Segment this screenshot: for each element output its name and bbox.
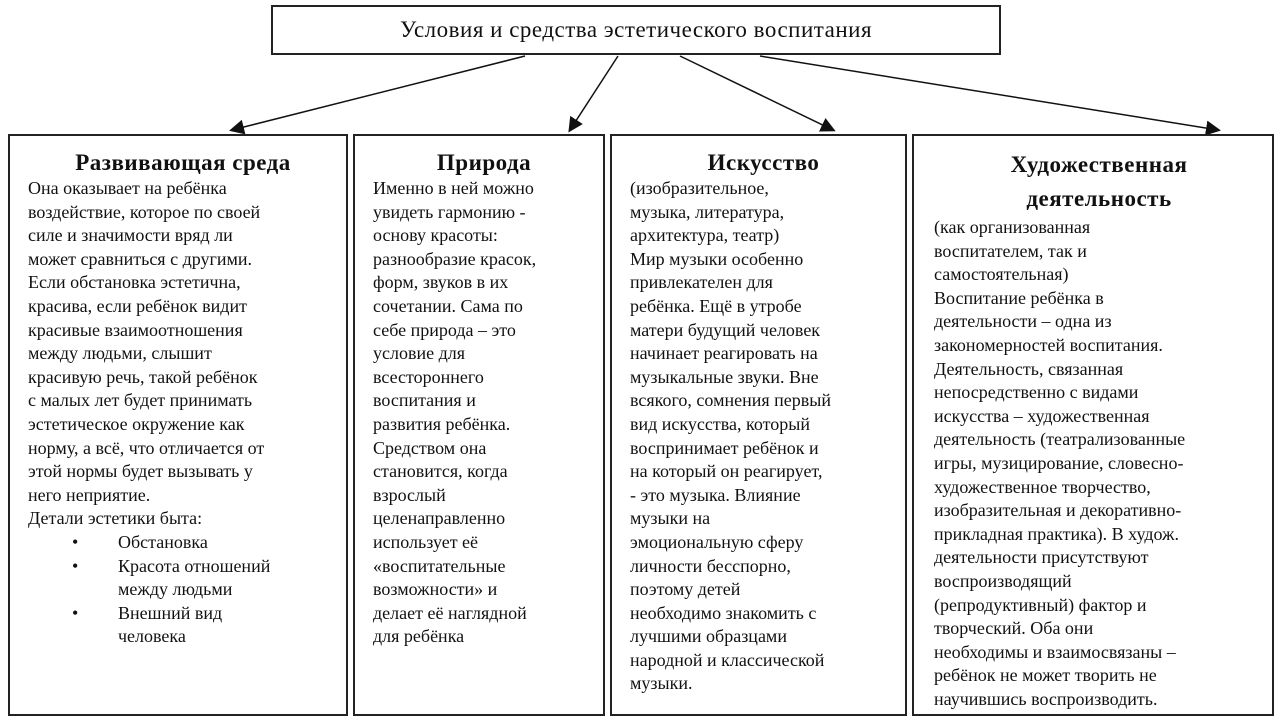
text-line: эмоциональную сферу [630, 531, 804, 552]
text-line: начинает реагировать на [630, 343, 818, 364]
arrow-to-art [680, 56, 833, 130]
text-line: Воспитание ребёнка в [934, 287, 1104, 308]
text-line: может сравниться с другими. [28, 248, 253, 269]
arrow-to-environment [232, 56, 525, 130]
text-line: Именно в ней можно [373, 178, 534, 198]
text-line: музыки. [630, 673, 693, 694]
text-line: сочетании. Сама по [373, 295, 523, 316]
bullet-text: • Внешний вид [118, 602, 223, 623]
text-line: воспринимает ребёнок и [630, 437, 819, 458]
text-line: воздействие, которое по своей [28, 201, 261, 222]
text-line: вид искусства, который [630, 413, 810, 434]
text-line: форм, звуков в их [373, 272, 509, 293]
text-line: между людьми, слышит [28, 343, 212, 364]
heading-line: Природа [436, 150, 532, 175]
text-line: непосредственно с видами [934, 382, 1139, 403]
text-line: творческий. Оба они [934, 618, 1094, 639]
text-line: этой нормы будет вызывать у [28, 461, 253, 482]
text-line: Если обстановка эстетична, [28, 272, 241, 293]
text-line: красивую речь, такой ребёнок [28, 366, 258, 387]
box-nature [353, 134, 605, 716]
text-line: для ребёнка [373, 626, 465, 647]
text-line: закономерностей воспитания. [934, 334, 1163, 355]
text-line: архитектура, театр) [630, 225, 780, 246]
text-line: личности бесспорно, [630, 555, 791, 576]
text-line: Деятельность, связанная [934, 358, 1124, 379]
text-line: самостоятельная) [934, 264, 1069, 285]
text-line: музыки на [630, 508, 711, 529]
text-line: игры, музицирование, словесно- [934, 452, 1184, 473]
text-line: Она оказывает на ребёнка [28, 178, 227, 198]
text-line: становится, когда [373, 461, 508, 482]
text-line: всякого, сомнения первый [630, 390, 831, 411]
box-text [28, 177, 338, 531]
text-line: с малых лет будет принимать [28, 390, 253, 411]
text-line: «воспитательные [373, 555, 506, 576]
text-line: Мир музыки особенно [630, 248, 804, 269]
bullet-item [28, 602, 338, 649]
heading-line: Искусство [707, 150, 820, 175]
text-line: увидеть гармонию - [373, 201, 526, 222]
bullet-text: • Обстановка [118, 531, 208, 552]
text-line: прикладная практика). В худож. [934, 523, 1179, 544]
text-line: всестороннего [373, 366, 484, 387]
text-line: необходимы и взаимосвязаны – [934, 641, 1176, 662]
text-line: искусства – художественная [934, 405, 1150, 426]
bullet-item [28, 555, 338, 602]
text-line: красива, если ребёнок видит [28, 295, 247, 316]
text-line: лучшими образцами [630, 626, 787, 647]
text-line: - это музыка. Влияние [630, 484, 801, 505]
arrow-to-activity [760, 56, 1218, 130]
box-artistic-activity [912, 134, 1274, 716]
box-heading [934, 148, 1264, 216]
text-line: эстетическое окружение как [28, 413, 245, 434]
text-line: матери будущий человек [630, 319, 821, 340]
text-line: изобразительная и декоративно- [934, 500, 1182, 521]
box-heading [373, 148, 595, 177]
text-line: на который он реагирует, [630, 461, 823, 482]
text-line: научившись воспроизводить. [934, 688, 1158, 709]
root-title: Условия и средства эстетического воспитания [399, 17, 873, 42]
text-line: развития ребёнка. [373, 413, 511, 434]
box-art [610, 134, 907, 716]
text-line: взрослый [373, 484, 446, 505]
text-line: музыка, литература, [630, 201, 785, 222]
heading-line: Развивающая среда [75, 150, 291, 175]
bullet-text: между людьми [118, 579, 233, 600]
heading-line: деятельность [1026, 186, 1172, 211]
text-line: (изобразительное, [630, 178, 769, 198]
text-line: возможности» и [373, 579, 498, 600]
text-line: художественное творчество, [934, 476, 1151, 497]
text-line: привлекателен для [630, 272, 773, 293]
text-line: Средством она [373, 437, 487, 458]
box-text [630, 177, 897, 696]
text-line: ребёнка. Ещё в утробе [630, 295, 802, 316]
text-line: разнообразие красок, [373, 248, 537, 269]
bullet-text: • Красота отношений [118, 555, 271, 576]
text-line: музыкальные звуки. Вне [630, 366, 819, 387]
text-line: красивые взаимоотношения [28, 319, 243, 340]
text-line: деятельность (театрализованные [934, 429, 1186, 450]
text-line: норму, а всё, что отличается от [28, 437, 265, 458]
text-line: деятельности – одна из [934, 311, 1112, 332]
box-text [934, 216, 1264, 711]
text-line: (репродуктивный) фактор и [934, 594, 1147, 615]
text-line: силе и значимости вряд ли [28, 225, 233, 246]
text-line: делает её наглядной [373, 602, 527, 623]
text-line: народной и классической [630, 649, 825, 670]
text-line: условие для [373, 343, 466, 364]
text-line: себе природа – это [373, 319, 516, 340]
text-line: воспроизводящий [934, 570, 1072, 591]
text-line: него неприятие. [28, 484, 151, 505]
text-line: воспитателем, так и [934, 240, 1087, 261]
arrow-to-nature [570, 56, 618, 130]
box-text [373, 177, 595, 649]
box-heading [630, 148, 897, 177]
text-line: использует её [373, 531, 479, 552]
text-line: основу красоты: [373, 225, 498, 246]
bullet-item [28, 531, 338, 555]
bullet-text: человека [118, 626, 186, 647]
text-line: воспитания и [373, 390, 476, 411]
root-title-box [271, 5, 1001, 55]
box-heading [28, 148, 338, 177]
text-line: необходимо знакомить с [630, 602, 817, 623]
text-line: целенаправленно [373, 508, 506, 529]
text-line: поэтому детей [630, 579, 741, 600]
text-line: ребёнок не может творить не [934, 665, 1157, 686]
text-line: Детали эстетики быта: [28, 508, 203, 529]
box-developing-environment [8, 134, 348, 716]
bullet-list [28, 531, 338, 649]
heading-line: Художественная [1010, 152, 1188, 177]
text-line: деятельности присутствуют [934, 547, 1149, 568]
text-line: (как организованная [934, 217, 1091, 237]
